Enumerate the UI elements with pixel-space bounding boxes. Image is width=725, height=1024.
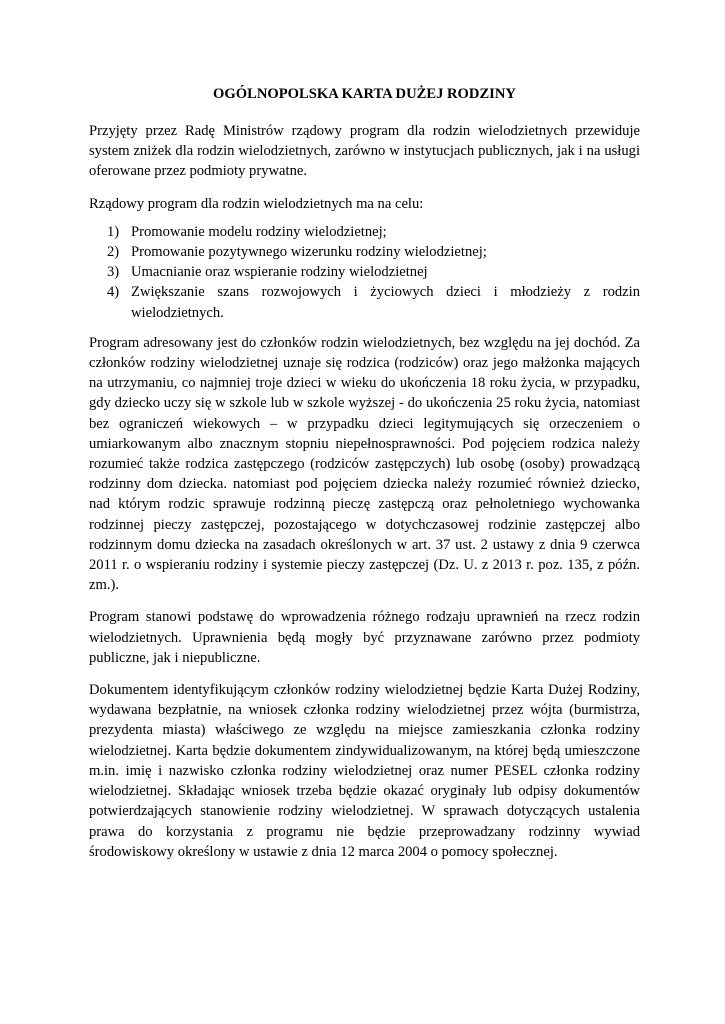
eligibility-paragraph: Program adresowany jest do członków rodzin wielodzietnych, bez względu na jej dochód. Za członków rodziny wielodzietnej uznaje się rodzica (rodziców) oraz jego małżonka mających na utrzymaniu, co najmniej troje dzieci w wieku do ukończenia 18 roku życia, w przypadku, gdy dziecko uczy się w szkole lub w szkole wyższej - do ukończenia 25 roku życia, natomiast bez ograniczeń wiekowych – w przypadku dzieci legitymujących się orzeczeniem o umiarkowanym albo znacznym stopniu niepełnosprawności. Pod pojęciem rodzica należy rozumieć także rodzica zastępczego (rodziców zastępczych) lub osobę (osoby) prowadzącą rodzinny dom dziecka. natomiast pod pojęciem dziecka należy rozumieć również dziecko, nad którym rodzic sprawuje rodzinną pieczę zastępczą oraz pełnoletniego wychowanka rodzinnej pieczy zastępczej, pozostającego w dotychczasowej rodzinie zastępczej albo rodzinnym domu dziecka na zasadach określonych w art. 37 ust. 2 ustawy z dnia 9 czerwca 2011 r. o wspieraniu rodziny i systemie pieczy zastępczej (Dz. U. z 2013 r. poz. 135, z późn. zm.). (89, 334, 640, 594)
list-item-text: Promowanie modelu rodziny wielodzietnej; (131, 223, 387, 240)
card-paragraph: Dokumentem identyfikującym członków rodziny wielodzietnej będzie Karta Dużej Rodziny, wydawana bezpłatnie, na wniosek członka rodziny wielodzietnej przez wójta (burmistrza, prezydenta miasta) właściwego ze względu na miejsce zamieszkania członka rodziny wielodzietnej. Karta będzie dokumentem zindywidualizowanym, na której będą umieszczone m.in. imię i nazwisko członka rodziny wielodzietnej oraz numer PESEL członka rodziny wielodzietnej. Składając wniosek trzeba będzie okazać oryginały lub odpisy dokumentów potwierdzających stanowienie rodziny wielodzietnej. W sprawach dotyczących ustalenia prawa do korzystania z programu nie będzie przeprowadzany rodzinny wywiad środowiskowy określony w ustawie z dnia 12 marca 2004 o pomocy społecznej. (89, 682, 640, 860)
goals-list (89, 222, 640, 323)
list-item-number: 4) (107, 284, 120, 301)
list-item (89, 242, 640, 262)
list-item (89, 282, 640, 322)
document-title: OGÓLNOPOLSKA KARTA DUŻEJ RODZINY (213, 86, 516, 102)
basis-paragraph: Program stanowi podstawę do wprowadzenia różnego rodzaju uprawnień na rzecz rodzin wielodzietnych. Uprawnienia będą mogły być przyznawane zarówno przez podmioty publiczne, jak i niepubliczne. (89, 609, 640, 666)
document-page (89, 84, 640, 874)
list-item-text: Umacnianie oraz wspieranie rodziny wielodzietnej (131, 264, 428, 281)
list-item-number: 3) (107, 264, 120, 281)
list-item-number: 2) (107, 244, 120, 261)
intro-paragraph: Przyjęty przez Radę Ministrów rządowy program dla rodzin wielodzietnych przewiduje system zniżek dla rodzin wielodzietnych, zarówno w instytucjach publicznych, jak i na usługi oferowane przez podmioty prywatne. (89, 123, 640, 180)
list-item (89, 222, 640, 242)
list-item (89, 262, 640, 282)
list-item-text: Zwiększanie szans rozwojowych i życiowych dzieci i młodzieży z rodzin wielodzietnych. (131, 284, 640, 321)
list-item-text: Promowanie pozytywnego wizerunku rodziny wielodzietnej; (131, 244, 487, 261)
goals-lead: Rządowy program dla rodzin wielodzietnych ma na celu: (89, 195, 424, 212)
list-item-number: 1) (107, 223, 120, 240)
